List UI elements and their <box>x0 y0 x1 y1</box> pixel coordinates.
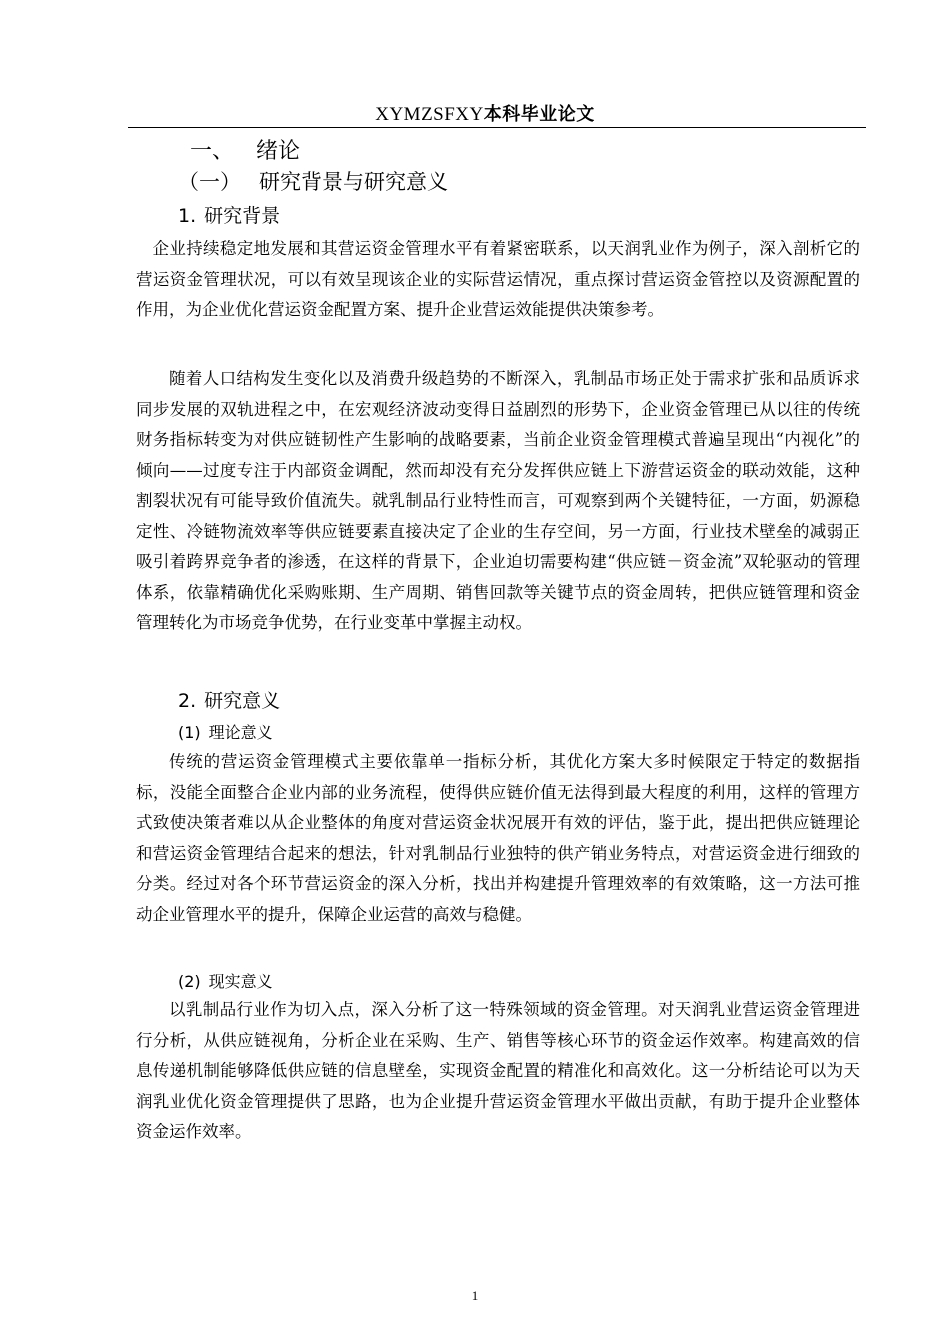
item-title: 理论意义 <box>208 723 273 742</box>
item-heading-theoretical <box>178 720 273 743</box>
subsection-heading-background <box>178 201 280 228</box>
subsection-number: 2. <box>178 690 197 712</box>
chapter-number: 一、 <box>190 139 235 164</box>
paragraph-practical: 以乳制品行业作为切入点，深入分析了这一特殊领域的资金管理。对天润乳业营运资金管理进行分析，从供应链视角，分析企业在采购、生产、销售等核心环节的资金运作效率。构建高效的信息传递机制能够降低供应链的信息壁垒，实现资金配置的精准化和高效化。这一分析结论可以为天润乳业优化资金管理提供了思路，也为企业提升营运资金管理水平做出贡献，有助于提升企业整体资金运作效率。 <box>136 1000 860 1141</box>
section-heading <box>178 166 448 196</box>
item-heading-practical <box>178 969 273 992</box>
header-divider <box>128 127 866 128</box>
paragraph-background-2: 随着人口结构发生变化以及消费升级趋势的不断深入，乳制品市场正处于需求扩张和品质诉求同步发展的双轨进程之中，在宏观经济波动变得日益剧烈的形势下，企业资金管理已从以往的传统财务指标转变为对供应链韧性产生影响的战略要素，当前企业资金管理模式普遍呈现出“内视化”的倾向——过度专注于内部资金调配，然而却没有充分发挥供应链上下游营运资金的联动效能，这种割裂状况有可能导致价值流失。就乳制品行业特性而言，可观察到两个关键特征，一方面，奶源稳定性、冷链物流效率等供应链要素直接决定了企业的生存空间，另一方面，行业技术壁垒的减弱正吸引着跨界竞争者的渗透，在这样的背景下，企业迫切需要构建“供应链－资金流”双轮驱动的管理体系，依靠精确优化采购账期、生产周期、销售回款等关键节点的资金周转，把供应链管理和资金管理转化为市场竞争优势，在行业变革中掌握主动权。 <box>136 369 860 632</box>
running-header <box>103 100 867 126</box>
chapter-heading <box>190 134 300 165</box>
item-title: 现实意义 <box>208 972 273 991</box>
section-title: 研究背景与研究意义 <box>259 170 448 194</box>
header-title: 本科毕业论文 <box>483 104 595 125</box>
chapter-title: 绪论 <box>256 139 301 164</box>
item-number: (1) <box>178 723 201 742</box>
subsection-title: 研究背景 <box>204 205 281 227</box>
section-number: （一） <box>178 170 241 194</box>
header-code: XYMZSFXY <box>375 104 484 125</box>
paragraph-background-1: 企业持续稳定地发展和其营运资金管理水平有着紧密联系，以天润乳业作为例子，深入剖析它的营运资金管理状况，可以有效呈现该企业的实际营运情况，重点探讨营运资金管控以及资源配置的作用，为企业优化营运资金配置方案、提升企业营运效能提供决策参考。 <box>136 239 860 319</box>
item-number: (2) <box>178 972 201 991</box>
subsection-title: 研究意义 <box>204 690 281 712</box>
page-number: 1 <box>471 1288 479 1303</box>
paragraph-theoretical: 传统的营运资金管理模式主要依靠单一指标分析，其优化方案大多时候限定于特定的数据指标，没能全面整合企业内部的业务流程，使得供应链价值无法得到最大程度的利用，这样的管理方式致使决策者难以从企业整体的角度对营运资金状况展开有效的评估，鉴于此，提出把供应链理论和营运资金管理结合起来的想法，针对乳制品行业独特的供产销业务特点，对营运资金进行细致的分类。经过对各个环节营运资金的深入分析，找出并构建提升管理效率的有效策略，这一方法可推动企业管理水平的提升，保障企业运营的高效与稳健。 <box>136 752 860 924</box>
subsection-heading-significance <box>178 686 280 713</box>
subsection-number: 1. <box>178 205 197 227</box>
